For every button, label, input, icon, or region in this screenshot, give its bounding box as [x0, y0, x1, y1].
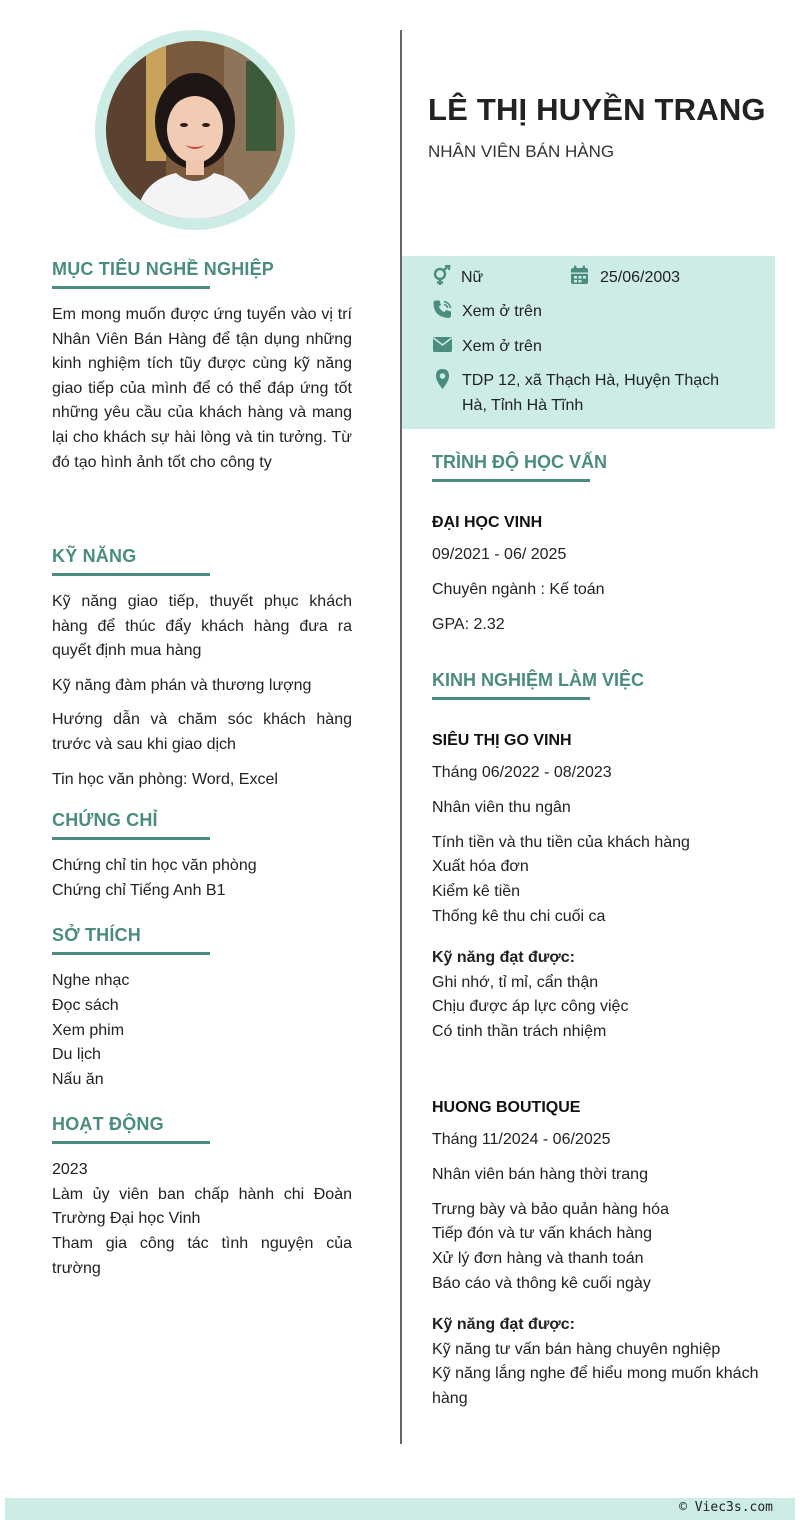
certificates-section [52, 810, 352, 904]
list-item: Đọc sách [52, 996, 119, 1014]
birthdate-value: 25/06/2003 [600, 269, 681, 286]
phone-icon [432, 299, 453, 320]
hobbies-section [52, 925, 352, 1093]
education-major: Chuyên ngành : Kế toán [432, 580, 605, 598]
list-item: Hướng dẫn và chăm sóc khách hàng trước và sau khi giao dịch [52, 711, 352, 753]
list-item: Chứng chỉ Tiếng Anh B1 [52, 881, 226, 899]
section-underline [52, 837, 210, 840]
gender-value: Nữ [461, 269, 484, 286]
list-item: Tham gia công tác tình nguyện của trường [52, 1234, 352, 1277]
list-item: Kỹ năng đàm phán và thương lượng [52, 676, 312, 694]
list-item: Du lịch [52, 1046, 101, 1064]
candidate-position: NHÂN VIÊN BÁN HÀNG [428, 142, 615, 161]
column-divider [400, 30, 402, 1444]
skill-gained-item: Kỹ năng lắng nghe để hiểu mong muốn khách hàng [432, 1365, 759, 1408]
avatar [106, 41, 284, 219]
contact-gender [432, 265, 483, 290]
section-title-activities: HOẠT ĐỘNG [52, 1114, 164, 1134]
duty-item: Thống kê thu chi cuối ca [432, 907, 606, 925]
skill-gained-item: Có tinh thần trách nhiệm [432, 1023, 607, 1041]
job-period: Tháng 11/2024 - 06/2025 [432, 1130, 611, 1148]
duty-item: Tiếp đón và tư vấn khách hàng [432, 1225, 653, 1243]
duty-item: Trưng bày và bảo quản hàng hóa [432, 1200, 669, 1218]
section-title-experience: KINH NGHIỆM LÀM VIỆC [432, 670, 645, 690]
duty-item: Xuất hóa đơn [432, 858, 529, 876]
list-item: Làm ủy viên ban chấp hành chi Đoàn Trường Đại học Vinh [52, 1185, 352, 1228]
activities-section [52, 1114, 352, 1281]
section-title-certificates: CHỨNG CHỈ [52, 810, 158, 830]
list-item: Tin học văn phòng: Word, Excel [52, 770, 278, 788]
school-name: ĐẠI HỌC VINH [432, 514, 543, 531]
email-icon [432, 334, 453, 354]
contact-birthdate [570, 265, 680, 290]
list-item: Nấu ăn [52, 1071, 104, 1089]
skills-gained-label: Kỹ năng đạt được: [432, 948, 575, 966]
section-underline [432, 697, 590, 700]
duty-item: Tính tiền và thu tiền của khách hàng [432, 833, 690, 851]
company-name: SIÊU THỊ GO VINH [432, 732, 572, 749]
section-title-hobbies: SỞ THÍCH [52, 925, 141, 945]
skill-gained-item: Kỹ năng tư vấn bán hàng chuyên nghiệp [432, 1340, 721, 1358]
education-period: 09/2021 - 06/ 2025 [432, 546, 567, 563]
education-section [432, 452, 762, 637]
list-item: Kỹ năng giao tiếp, thuyết phục khách hàng để thúc đẩy khách hàng đưa ra quyết định mua hàng [52, 593, 352, 660]
section-underline [432, 479, 590, 482]
calendar-icon [570, 265, 589, 286]
activity-year: 2023 [52, 1161, 88, 1178]
company-name: HUONG BOUTIQUE [432, 1098, 581, 1116]
list-item: Nghe nhạc [52, 972, 130, 989]
contact-email [432, 334, 542, 359]
phone-value: Xem ở trên [462, 303, 542, 320]
list-item: Xem phim [52, 1021, 125, 1039]
section-underline [52, 952, 210, 955]
experience-section [432, 670, 762, 1412]
objective-text: Em mong muốn được ứng tuyển vào vị trí Nhân Viên Bán Hàng để tận dụng những kinh nghiệm tích tũy được cùng kỹ năng giao tiếp của mình để có thể đáp ứng tốt những yêu cầu của khách hàng và mang lại cho khách sự hài lòng và tin tưởng. Từ đó tạo hình ảnh tốt cho công ty [52, 306, 352, 471]
skill-gained-item: Ghi nhớ, tỉ mỉ, cẩn thận [432, 973, 599, 991]
location-icon [432, 368, 453, 390]
job-role: Nhân viên thu ngân [432, 798, 571, 816]
contact-phone [432, 299, 542, 324]
objective-section [52, 259, 352, 475]
footer-bar [5, 1498, 795, 1520]
education-gpa: GPA: 2.32 [432, 615, 505, 633]
address-line-1: TDP 12, xã Thạch Hà, Huyện Thạch [462, 372, 720, 389]
duty-item: Báo cáo và thông kê cuối ngày [432, 1274, 651, 1292]
skills-section [52, 546, 352, 792]
section-underline [52, 1141, 210, 1144]
skills-gained-label: Kỹ năng đạt được: [432, 1315, 575, 1333]
contact-panel [402, 256, 775, 429]
section-title-education: TRÌNH ĐỘ HỌC VẤN [432, 452, 607, 472]
duty-item: Xử lý đơn hàng và thanh toán [432, 1250, 644, 1268]
section-title-objective: MỤC TIÊU NGHỀ NGHIỆP [52, 259, 275, 279]
address-value [462, 368, 719, 418]
job-role: Nhân viên bán hàng thời trang [432, 1165, 648, 1183]
section-underline [52, 573, 210, 576]
email-value: Xem ở trên [462, 338, 542, 355]
duty-item: Kiểm kê tiền [432, 883, 521, 901]
candidate-name: LÊ THỊ HUYỀN TRANG [428, 92, 766, 127]
section-underline [52, 286, 210, 289]
job-period: Tháng 06/2022 - 08/2023 [432, 764, 612, 781]
address-line-2: Hà, Tỉnh Hà Tĩnh [462, 397, 584, 414]
skill-gained-item: Chịu được áp lực công việc [432, 998, 629, 1016]
gender-icon [432, 265, 452, 287]
footer-credit[interactable]: © Viec3s.com [679, 1500, 773, 1515]
section-title-skills: KỸ NĂNG [52, 546, 137, 566]
contact-address [432, 368, 719, 418]
list-item: Chứng chỉ tin học văn phòng [52, 857, 257, 874]
